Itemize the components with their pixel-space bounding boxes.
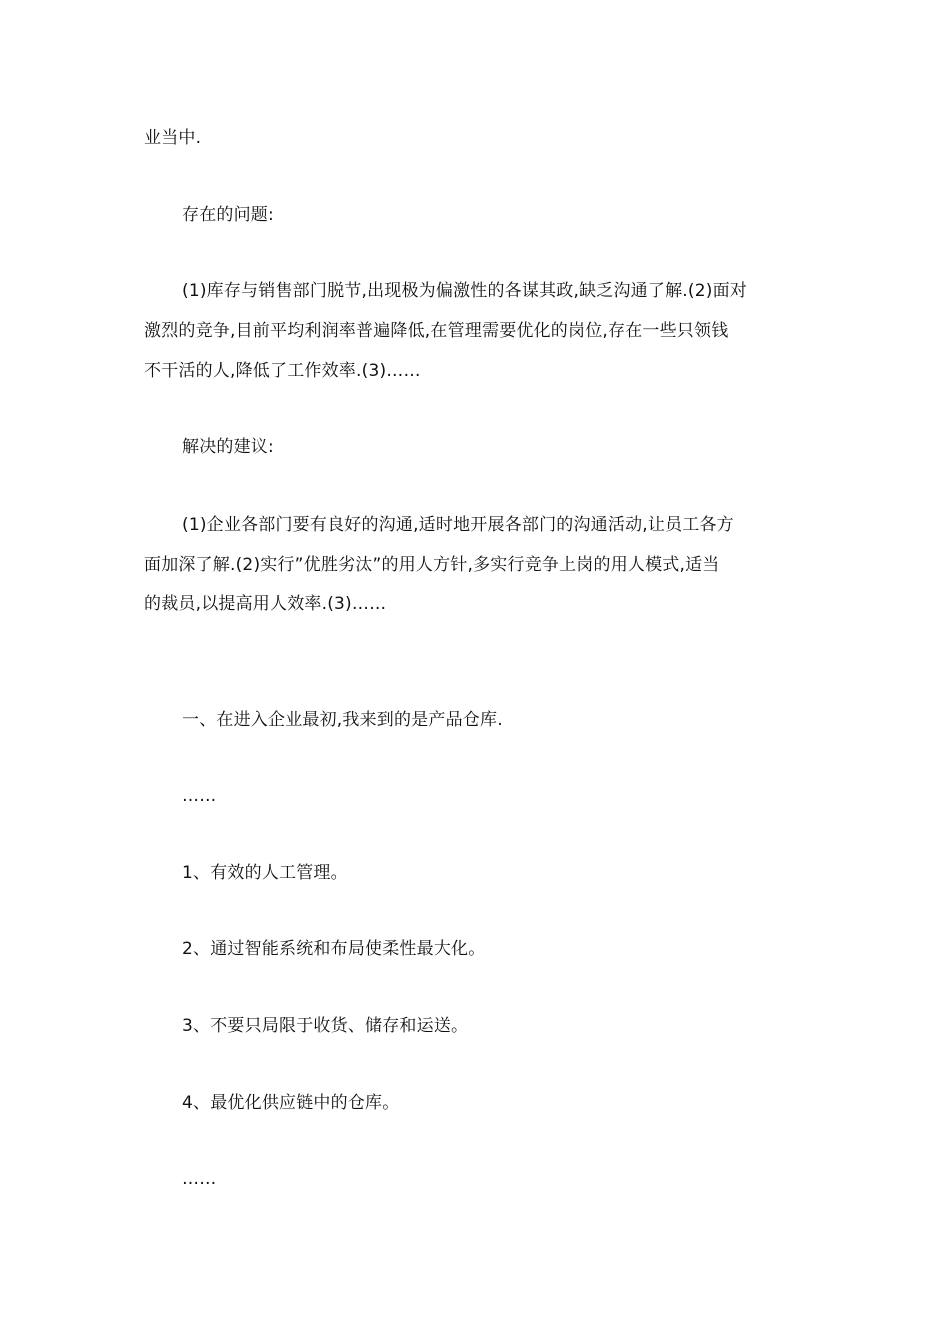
ellipsis-line: …… — [182, 1169, 217, 1189]
paragraph-continuation: 业当中. — [144, 128, 202, 148]
ellipsis-line: …… — [182, 786, 217, 806]
section-heading-warehouse: 一、在进入企业最初,我来到的是产品仓库. — [182, 710, 503, 730]
suggestions-paragraph-line-1: (1)企业各部门要有良好的沟通,适时地开展各部门的沟通活动,让员工各方 — [182, 515, 734, 535]
list-item-1: 1、有效的人工管理。 — [182, 863, 348, 883]
problems-paragraph-line-1: (1)库存与销售部门脱节,出现极为偏激性的各谋其政,缺乏沟通了解.(2)面对 — [182, 281, 747, 301]
section-heading-problems: 存在的问题: — [182, 205, 274, 225]
list-item-3: 3、不要只局限于收货、储存和运送。 — [182, 1016, 469, 1036]
section-heading-suggestions: 解决的建议: — [182, 437, 274, 457]
suggestions-paragraph-line-2: 面加深了解.(2)实行”优胜劣汰”的用人方针,多实行竞争上岗的用人模式,适当 — [144, 555, 720, 575]
problems-paragraph-line-3: 不干活的人,降低了工作效率.(3)…… — [144, 361, 421, 381]
suggestions-paragraph-line-3: 的裁员,以提高用人效率.(3)…… — [144, 594, 387, 614]
list-item-2: 2、通过智能系统和布局使柔性最大化。 — [182, 939, 486, 959]
list-item-4: 4、最优化供应链中的仓库。 — [182, 1093, 400, 1113]
problems-paragraph-line-2: 激烈的竞争,目前平均利润率普遍降低,在管理需要优化的岗位,存在一些只领钱 — [144, 321, 729, 341]
